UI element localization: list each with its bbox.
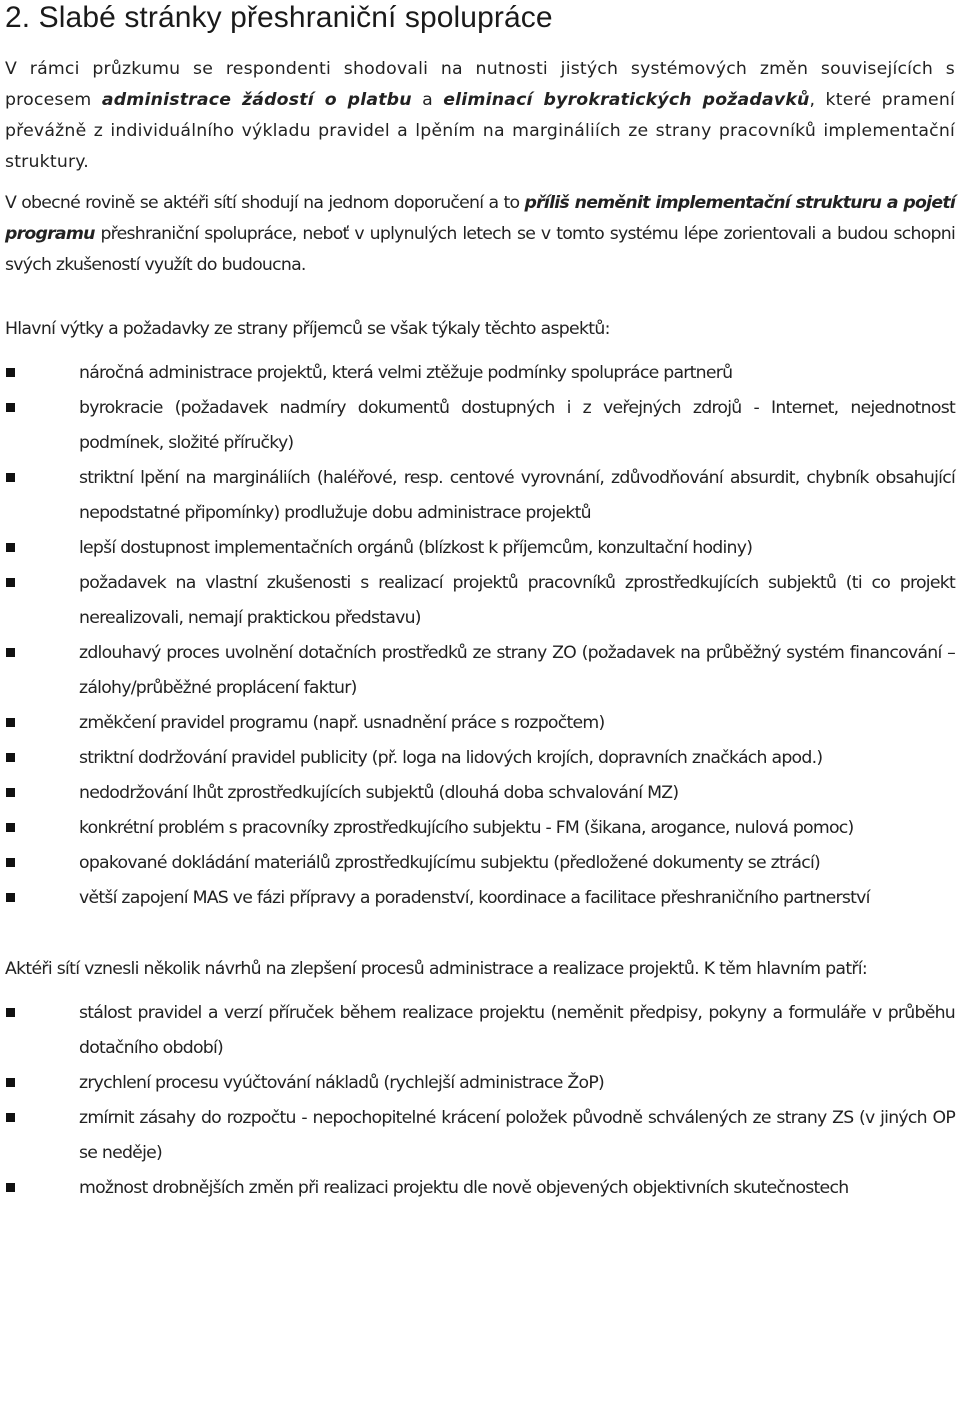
square-bullet-icon [6, 788, 15, 797]
list-item-text: striktní lpění na margináliích (haléřové, resp. centové vyrovnání, zdůvodňování absurdit, chybník obsahující nepodstatné připomínky) prodlužuje dobu administrace projektů [79, 468, 955, 523]
list-item-text: větší zapojení MAS ve fázi přípravy a poradenství, koordinace a facilitace přeshraničního partnerství [79, 888, 870, 908]
list-item-text: zdlouhavý proces uvolnění dotačních prostředků ze strany ZO (požadavek na průběžný systém financování – zálohy/průběžné proplácení faktur) [79, 643, 955, 698]
document-page [5, 0, 955, 1206]
square-bullet-icon [6, 718, 15, 727]
square-bullet-icon [6, 858, 15, 867]
list-item [5, 531, 955, 566]
list-item [5, 846, 955, 881]
intro-paragraph [5, 54, 955, 178]
list-item-text: striktní dodržování pravidel publicity (př. loga na lidových krojích, dopravních značkách apod.) [79, 748, 823, 768]
list-item-text: opakované dokládání materiálů zprostředkujícímu subjektu (předložené dokumenty se ztrácí) [79, 853, 821, 873]
list-item [5, 741, 955, 776]
square-bullet-icon [6, 368, 15, 377]
list-item-text: náročná administrace projektů, která velmi ztěžuje podmínky spolupráce partnerů [79, 363, 733, 383]
list-item-text: konkrétní problém s pracovníky zprostředkujícího subjektu - FM (šikana, arogance, nulová pomoc) [79, 818, 854, 838]
list-item [5, 356, 955, 391]
list-item-text: změkčení pravidel programu (např. usnadnění práce s rozpočtem) [79, 713, 605, 733]
proposals-intro: Aktéři sítí vznesli několik návrhů na zlepšení procesů administrace a realizace projektů. K těm hlavním patří: [5, 959, 868, 979]
recommendation-paragraph [5, 188, 955, 281]
list-item [5, 706, 955, 741]
square-bullet-icon [6, 403, 15, 412]
list-item-text: možnost drobnějších změn při realizaci projektu dle nově objevených objektivních skutečnostech [79, 1178, 849, 1198]
square-bullet-icon [6, 648, 15, 657]
square-bullet-icon [6, 893, 15, 902]
intro-emphasis-1: administrace žádostí o platbu [101, 90, 412, 110]
square-bullet-icon [6, 1113, 15, 1122]
list-item [5, 776, 955, 811]
intro-text-1: V rámci průzkumu se respondenti shodovali na nutnosti jistých systémových změn souvisejících s procesem [5, 59, 955, 110]
list-item [5, 881, 955, 916]
list-item-text: stálost pravidel a verzí příruček během realizace projektu (neměnit předpisy, pokyny a formuláře v průběhu dotačního období) [79, 1003, 955, 1058]
list-item [5, 391, 955, 461]
intro-emphasis-2: eliminací byrokratických požadavků [443, 90, 810, 110]
list-item [5, 461, 955, 531]
list-item [5, 996, 955, 1066]
square-bullet-icon [6, 1008, 15, 1017]
list-item [5, 636, 955, 706]
square-bullet-icon [6, 543, 15, 552]
list-item-text: nedodržování lhůt zprostředkujících subjektů (dlouhá doba schvalování MZ) [79, 783, 679, 803]
list-item [5, 1066, 955, 1101]
complaints-list [5, 356, 955, 916]
list-item-text: byrokracie (požadavek nadmíry dokumentů dostupných i z veřejných zdrojů - Internet, nejednotnost podmínek, složité příručky) [79, 398, 955, 453]
list-item [5, 1101, 955, 1171]
list-item [5, 811, 955, 846]
recommendation-text-2: přeshraniční spolupráce, neboť v uplynulých letech se v tomto systému lépe zorientovali a budou schopni svých zkušeností využít do budoucna. [5, 224, 955, 275]
intro-text-2: a [411, 90, 444, 110]
list-item-text: požadavek na vlastní zkušenosti s realizací projektů pracovníků zprostředkujících subjektů (ti co projekt nerealizovali, nemají praktickou představu) [79, 573, 955, 628]
square-bullet-icon [6, 473, 15, 482]
recommendation-text-1: V obecné rovině se aktéři sítí shodují na jednom doporučení a to [5, 193, 525, 213]
complaints-intro: Hlavní výtky a požadavky ze strany příjemců se však týkaly těchto aspektů: [5, 319, 610, 339]
square-bullet-icon [6, 1078, 15, 1087]
list-item [5, 1171, 955, 1206]
square-bullet-icon [6, 753, 15, 762]
intro-text-3: , které pramení převážně z individuálního výkladu pravidel a lpěním na margináliích ze strany pracovníků implementační struktury. [5, 90, 955, 172]
square-bullet-icon [6, 823, 15, 832]
recommendation-emphasis: příliš neměnit implementační strukturu a pojetí programu [5, 193, 956, 244]
list-item-text: lepší dostupnost implementačních orgánů (blízkost k příjemcům, konzultační hodiny) [79, 538, 753, 558]
square-bullet-icon [6, 578, 15, 587]
proposals-list [5, 996, 955, 1206]
list-item [5, 566, 955, 636]
section-heading: 2. Slabé stránky přeshraniční spolupráce [5, 1, 553, 34]
square-bullet-icon [6, 1183, 15, 1192]
list-item-text: zrychlení procesu vyúčtování nákladů (rychlejší administrace ŽoP) [79, 1073, 604, 1093]
list-item-text: zmírnit zásahy do rozpočtu - nepochopitelné krácení položek původně schválených ze strany ZS (v jiných OP se neděje) [79, 1108, 955, 1163]
